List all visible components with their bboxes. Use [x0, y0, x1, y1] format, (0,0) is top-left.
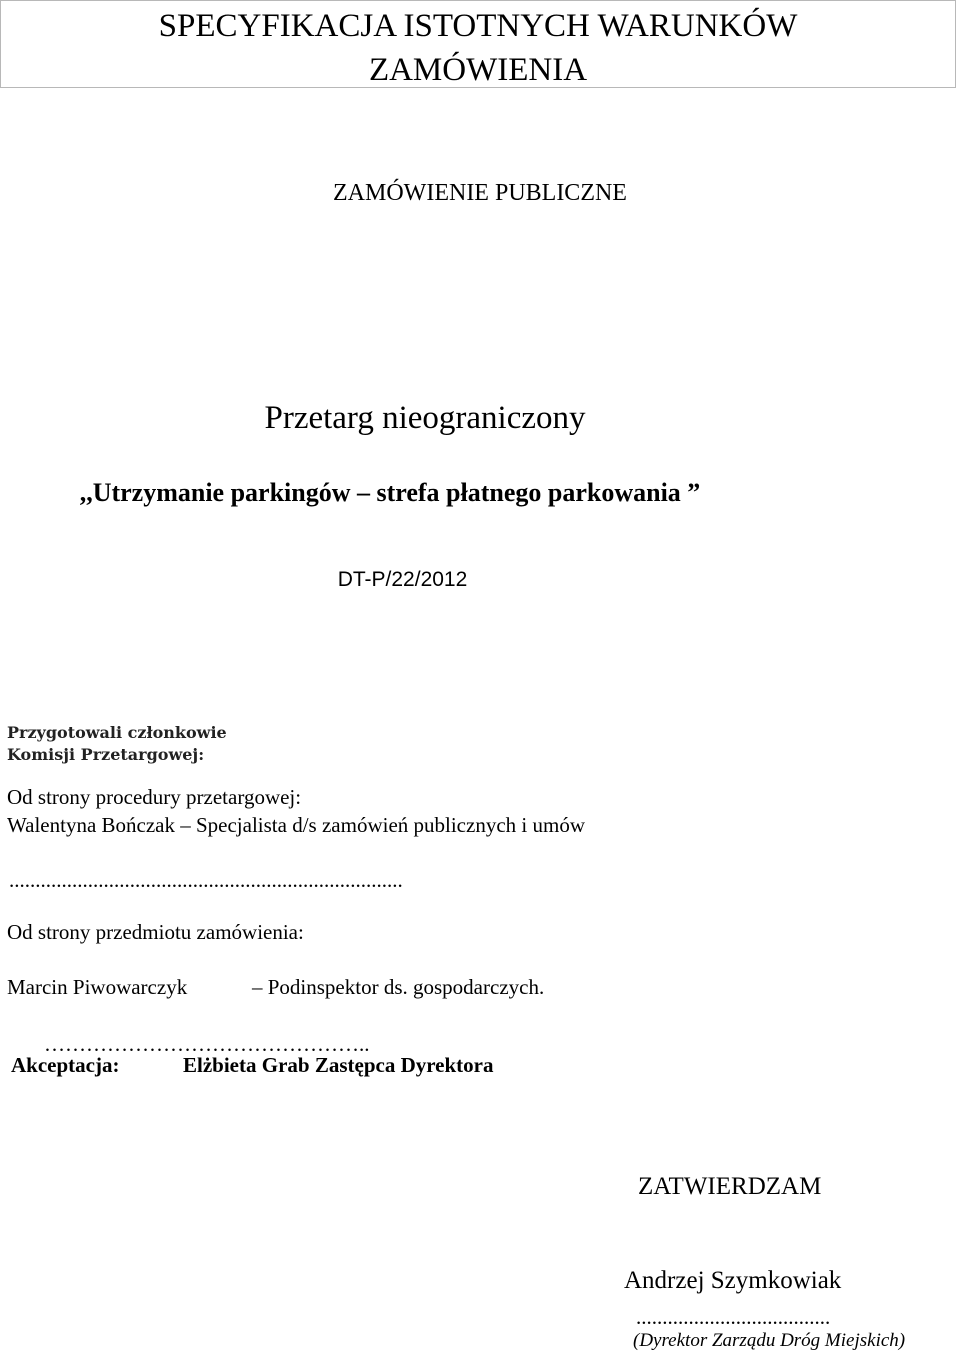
- director-title: (Dyrektor Zarządu Dróg Miejskich): [633, 1330, 906, 1351]
- document-title-line-1: SPECYFIKACJA ISTOTNYCH WARUNKÓW: [158, 8, 798, 44]
- subject-side-person-title: – Podinspektor ds. gospodarczych.: [252, 975, 545, 999]
- prepared-by-line-1: Przygotowali członkowie: [7, 723, 227, 742]
- acceptance-label: Akceptacja:: [11, 1053, 120, 1077]
- procedure-signature-line: ...........................................................................: [9, 868, 403, 892]
- prepared-by-heading: [7, 722, 227, 766]
- subject-side-person-row: [7, 975, 545, 1000]
- subject-side-label: Od strony przedmiotu zamówienia:: [7, 920, 304, 944]
- prepared-by-line-2: Komisji Przetargowej:: [7, 745, 205, 764]
- procedure-side-label: Od strony procedury przetargowej:: [7, 785, 302, 809]
- acceptance-person: Elżbieta Grab Zastępca Dyrektora: [183, 1053, 494, 1077]
- document-subtitle: ZAMÓWIENIE PUBLICZNE: [333, 180, 627, 206]
- tender-type: Przetarg nieograniczony: [264, 400, 586, 436]
- acceptance-row: [11, 1053, 494, 1078]
- subject-side-person-name: Marcin Piwowarczyk: [7, 975, 188, 999]
- procedure-side-person: Walentyna Bończak – Specjalista d/s zamówień publicznych i umów: [7, 813, 585, 837]
- director-signature-line: .....................................: [636, 1305, 831, 1329]
- approval-label: ZATWIERDZAM: [638, 1173, 822, 1200]
- tender-name: ,,Utrzymanie parkingów – strefa płatnego parkowania ”: [79, 478, 701, 507]
- director-name: Andrzej Szymkowiak: [624, 1267, 842, 1294]
- subject-signature-line: ………………………………………..: [44, 1032, 370, 1056]
- document-title-box: [0, 0, 956, 88]
- tender-code: DT-P/22/2012: [337, 568, 468, 591]
- document-title-line-2: ZAMÓWIENIA: [368, 52, 588, 88]
